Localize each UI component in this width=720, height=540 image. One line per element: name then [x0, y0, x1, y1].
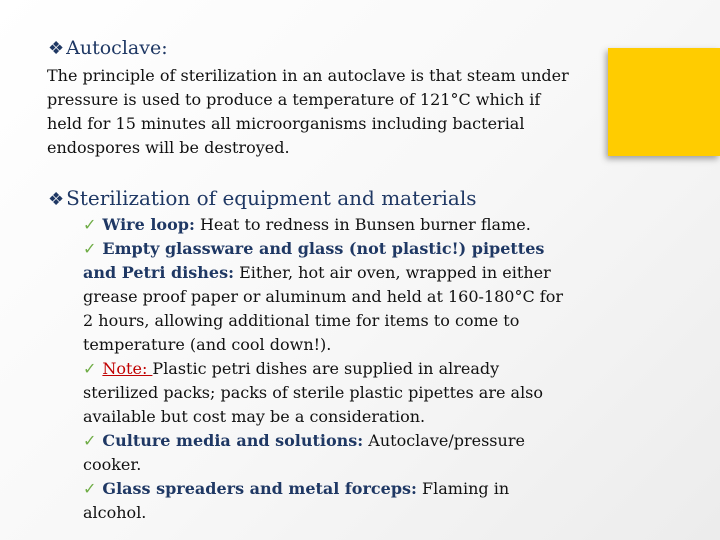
- checkmark-icon: ✓: [83, 239, 97, 258]
- diamond-bullet-icon: ❖: [48, 189, 65, 210]
- item-term: Empty glassware and glass (not plastic!) pipettes: [102, 239, 545, 258]
- list-item: [83, 357, 613, 381]
- list-item-continuation: available but cost may be a consideration.: [83, 407, 426, 426]
- list-item-continuation: [83, 261, 613, 285]
- checkmark-icon: ✓: [83, 359, 97, 378]
- item-text: Autoclave/pressure: [363, 431, 525, 450]
- diamond-bullet-icon: ❖: [48, 38, 65, 59]
- list-item-continuation: alcohol.: [83, 503, 147, 522]
- sterilization-title: Sterilization of equipment and materials: [66, 186, 477, 210]
- list-item: [83, 213, 613, 237]
- yellow-accent-box: [608, 48, 720, 156]
- item-term: Glass spreaders and metal forceps:: [102, 479, 417, 498]
- autoclave-paragraph: [47, 64, 607, 160]
- paragraph-line: pressure is used to produce a temperature of 121°C which if: [47, 90, 541, 109]
- list-item-continuation: cooker.: [83, 455, 142, 474]
- list-item-continuation: temperature (and cool down!).: [83, 335, 332, 354]
- paragraph-line: held for 15 minutes all microorganisms including bacterial: [47, 114, 525, 133]
- autoclave-title: Autoclave:: [66, 37, 168, 59]
- list-item: [83, 237, 613, 261]
- item-term: Wire loop:: [102, 215, 195, 234]
- item-text: Flaming in: [416, 479, 510, 498]
- item-text: Heat to redness in Bunsen burner flame.: [194, 215, 531, 234]
- checkmark-icon: ✓: [83, 479, 97, 498]
- list-item: [83, 477, 613, 501]
- paragraph-line: The principle of sterilization in an autoclave is that steam under: [47, 66, 569, 85]
- sterilization-list: [83, 213, 613, 525]
- paragraph-line: endospores will be destroyed.: [47, 138, 290, 157]
- list-item: [83, 429, 613, 453]
- item-term-continuation: and Petri dishes:: [83, 263, 235, 282]
- list-item-continuation: 2 hours, allowing additional time for items to come to: [83, 311, 520, 330]
- list-item-continuation: grease proof paper or aluminum and held at 160-180°C for: [83, 287, 563, 306]
- checkmark-icon: ✓: [83, 431, 97, 450]
- item-text: Plastic petri dishes are supplied in already: [152, 359, 500, 378]
- item-text: Either, hot air oven, wrapped in either: [234, 263, 551, 282]
- sterilization-heading: [48, 186, 477, 212]
- autoclave-heading: [48, 36, 168, 61]
- list-item-continuation: sterilized packs; packs of sterile plastic pipettes are also: [83, 383, 544, 402]
- item-term: Culture media and solutions:: [102, 431, 364, 450]
- checkmark-icon: ✓: [83, 215, 97, 234]
- note-label: Note:: [102, 359, 153, 378]
